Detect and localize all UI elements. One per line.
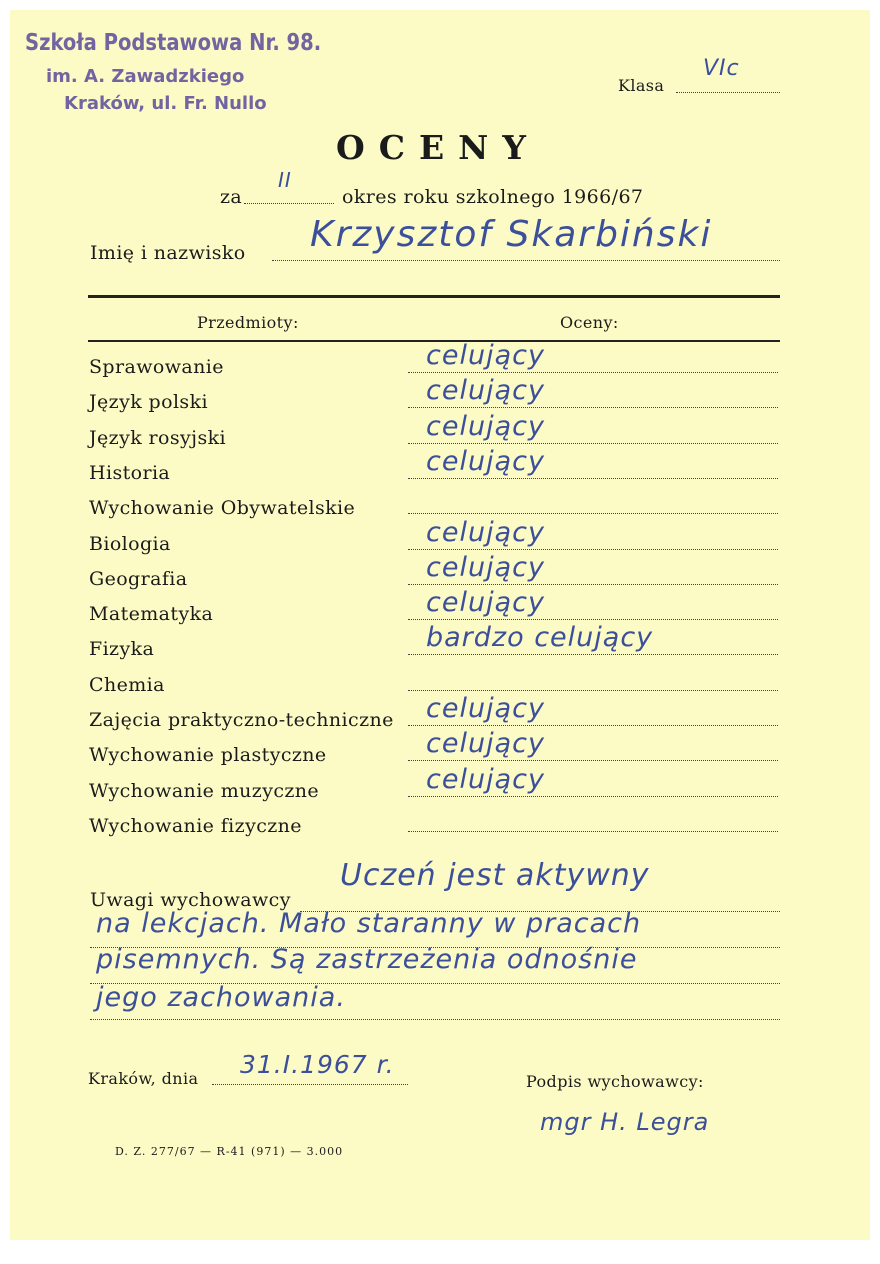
subjects-header: Przedmioty: (197, 313, 299, 332)
subject-name: Biologia (89, 533, 171, 555)
school-stamp-line1: Szkoła Podstawowa Nr. 98. (25, 30, 322, 56)
class-label: Klasa (618, 76, 665, 95)
period-prefix: za (220, 186, 243, 208)
subject-name: Język polski (89, 391, 208, 413)
date-value: 31.I.1967 r. (240, 1050, 395, 1079)
name-label: Imię i nazwisko (90, 242, 246, 264)
subject-name: Wychowanie plastyczne (89, 744, 327, 766)
grade-dotted-line (408, 796, 778, 797)
subject-grade: celujący (426, 587, 545, 618)
subject-name: Matematyka (89, 603, 214, 625)
grade-dotted-line (408, 478, 778, 479)
subject-grade: celujący (426, 764, 545, 795)
subject-grade: celujący (426, 411, 545, 442)
table-top-rule (88, 295, 780, 298)
subject-grade: celujący (426, 552, 545, 583)
remarks-line-1: Uczeń jest aktywny (340, 858, 650, 893)
class-dotted-line (676, 92, 780, 93)
subject-name: Sprawowanie (89, 356, 224, 378)
subject-grade: celujący (426, 728, 545, 759)
grade-dotted-line (408, 407, 778, 408)
subject-name: Wychowanie Obywatelskie (89, 497, 356, 519)
subject-grade: bardzo celujący (426, 622, 654, 653)
subject-name: Historia (89, 462, 171, 484)
remarks-label: Uwagi wychowawcy (90, 889, 291, 911)
period-dotted-line (244, 203, 334, 204)
grade-dotted-line (408, 584, 778, 585)
date-label: Kraków, dnia (88, 1069, 199, 1088)
period-suffix: okres roku szkolnego 1966/67 (342, 186, 644, 208)
subject-name: Chemia (89, 674, 165, 696)
period-value: II (278, 168, 292, 192)
remarks-line-3: pisemnych. Są zastrzeżenia odnośnie (96, 944, 638, 975)
subject-name: Język rosyjski (89, 427, 226, 449)
subject-name: Fizyka (89, 638, 155, 660)
subject-name: Geografia (89, 568, 188, 590)
subject-grade: celujący (426, 693, 545, 724)
grade-dotted-line (408, 619, 778, 620)
grade-dotted-line (408, 760, 778, 761)
name-dotted-line (272, 260, 780, 261)
grade-dotted-line (408, 831, 778, 832)
grade-dotted-line (408, 549, 778, 550)
student-name: Krzysztof Skarbiński (310, 214, 713, 255)
remarks-dotted-line-4 (90, 1019, 780, 1020)
teacher-signature: mgr H. Legra (540, 1108, 710, 1136)
subject-name: Zajęcia praktyczno-techniczne (89, 709, 394, 731)
print-code: D. Z. 277/67 — R-41 (971) — 3.000 (115, 1145, 344, 1158)
subject-grade: celujący (426, 446, 545, 477)
subject-grade: celujący (426, 340, 545, 371)
subject-grade: celujący (426, 517, 545, 548)
subject-name: Wychowanie muzyczne (89, 780, 320, 802)
date-dotted-line (212, 1084, 408, 1085)
school-stamp-line2: im. A. Zawadzkiego (46, 66, 245, 87)
grade-dotted-line (408, 513, 778, 514)
remarks-line-2: na lekcjach. Mało staranny w pracach (96, 908, 642, 939)
grade-dotted-line (408, 443, 778, 444)
grade-dotted-line (408, 372, 778, 373)
document-title: OCENY (336, 128, 540, 167)
subject-name: Wychowanie fizyczne (89, 815, 302, 837)
grade-dotted-line (408, 725, 778, 726)
remarks-line-4: jego zachowania. (96, 982, 346, 1013)
class-value: VIc (703, 56, 740, 81)
grade-dotted-line (408, 654, 778, 655)
school-stamp-line3: Kraków, ul. Fr. Nullo (64, 93, 267, 114)
signature-label: Podpis wychowawcy: (526, 1072, 704, 1091)
grades-header: Oceny: (560, 313, 619, 332)
subject-grade: celujący (426, 375, 545, 406)
grade-dotted-line (408, 690, 778, 691)
